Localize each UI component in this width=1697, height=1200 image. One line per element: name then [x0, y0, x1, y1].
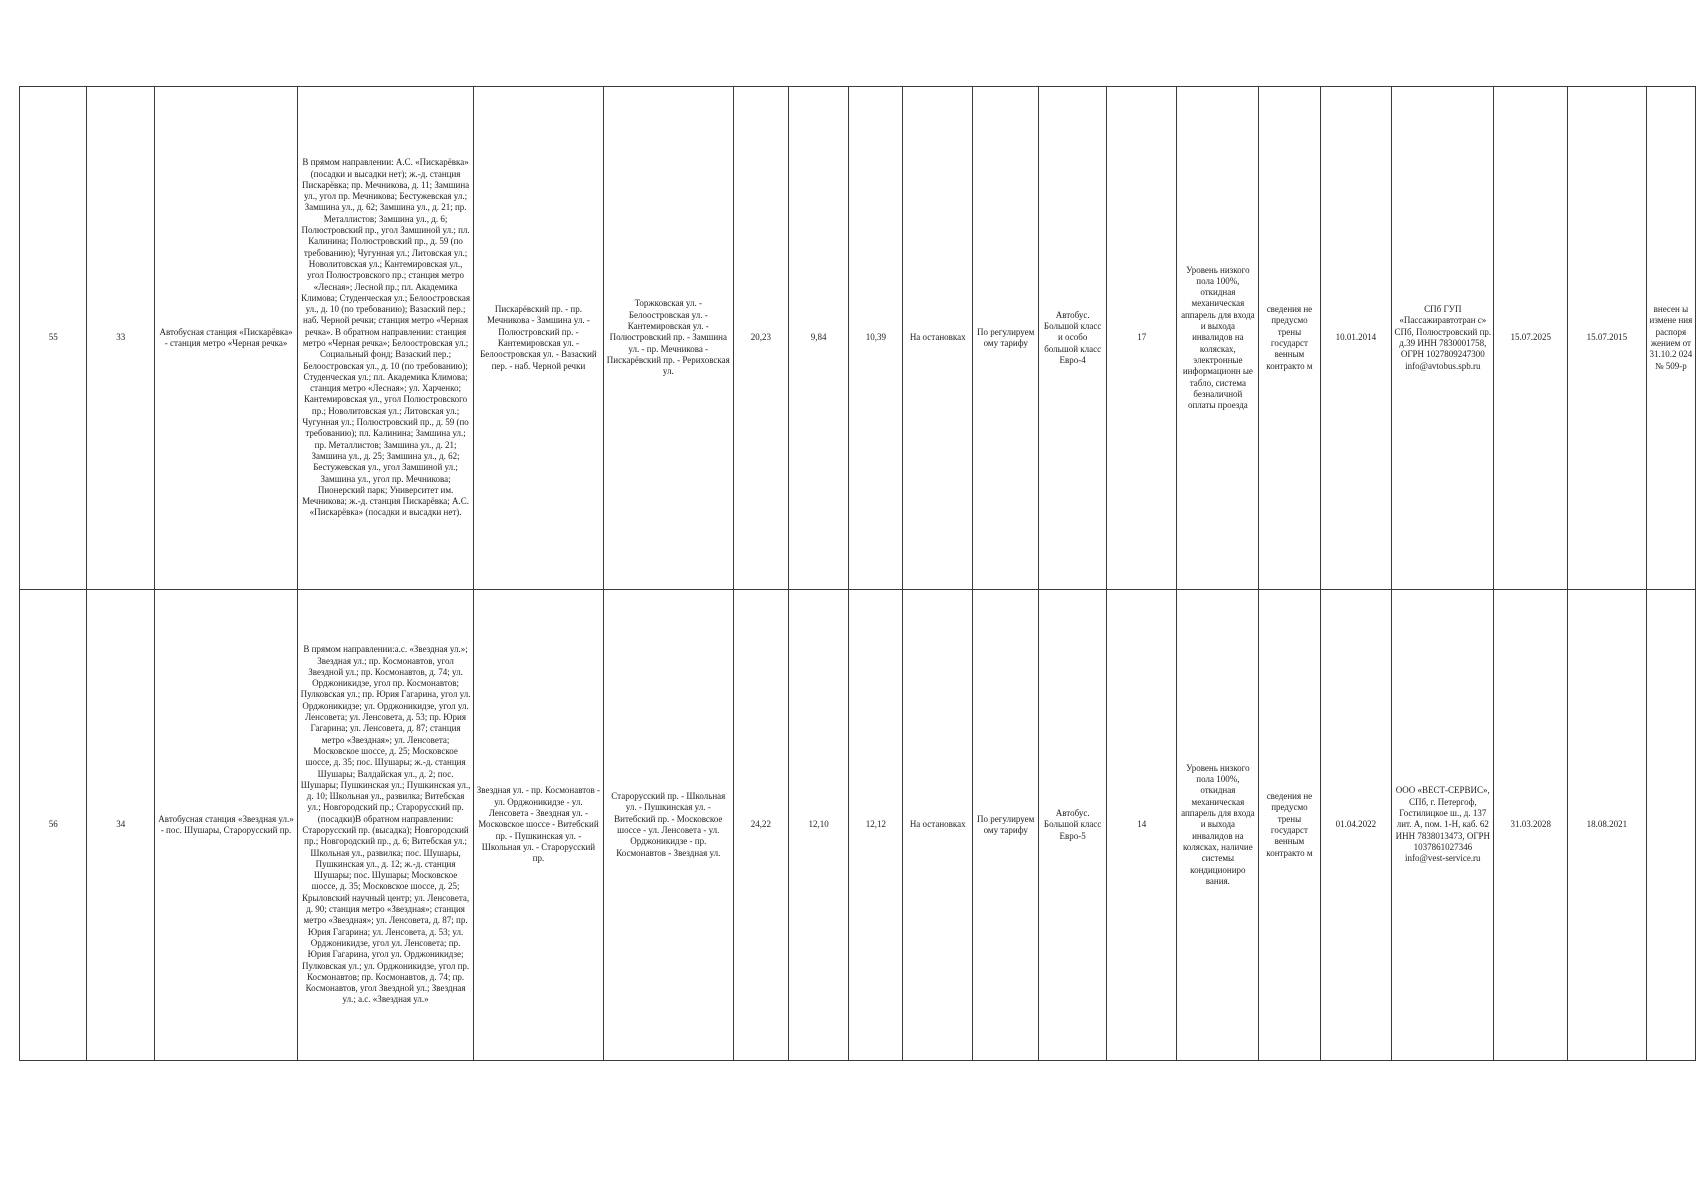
- end-date: 15.07.2025: [1494, 87, 1568, 590]
- route-name: Автобусная станция «Звездная ул.» - пос. Шушары, Старорусский пр.: [154, 590, 297, 1061]
- notes: внесен ы измене ния распоря жением от 31.10.2 024 № 509-р: [1646, 87, 1695, 590]
- route-register-table: [19, 86, 1696, 1061]
- vehicle-class: Автобус. Большой класс Евро-5: [1039, 590, 1106, 1061]
- table-row: [20, 87, 1696, 590]
- vehicle-count: 14: [1106, 590, 1177, 1061]
- length-backward: 12,12: [849, 590, 903, 1061]
- streets-backward: Торжковская ул. - Белоостровская ул. - Кантемировская ул. - Полюстровский пр. - Замшина ул. - пр. Мечникова - Пискарёвский пр. - Рериховская ул.: [603, 87, 733, 590]
- end-date: 31.03.2028: [1494, 590, 1568, 1061]
- contract-info: сведения не предусмо трены государст венным контракто м: [1259, 590, 1320, 1061]
- stop-order: На остановках: [903, 87, 973, 590]
- length-forward: 9,84: [788, 87, 848, 590]
- carrier-info: ООО «ВЕСТ-СЕРВИС», СПб, г. Петергоф, Гостилицкое ш., д. 137 лит. А, пом. 1-Н, каб. 62 ИНН 7838013473, ОГРН 1037861027346 info@vest-service.ru: [1392, 590, 1494, 1061]
- row-number: 55: [20, 87, 87, 590]
- change-date: 18.08.2021: [1568, 590, 1647, 1061]
- streets-forward: Пискарёвский пр. - пр. Мечникова - Замшина ул. - Полюстровский пр. - Кантемировская ул. - Белоостровская ул. - Вазаский пер. - наб. Черной речки: [474, 87, 604, 590]
- vehicle-count: 17: [1106, 87, 1177, 590]
- length-total: 24,22: [733, 590, 788, 1061]
- vehicle-features: Уровень низкого пола 100%, откидная механическая аппарель для входа и выхода инвалидов на колясках, наличие системы кондициониро вания.: [1177, 590, 1259, 1061]
- route-stops-text: В прямом направлении: А.С. «Пискарёвка» (посадки и высадки нет); ж.-д. станция Пискарёвка; пр. Мечникова, д. 11; Замшина ул., угол пр. Мечникова; Бестужевская ул.; Замшина ул., д. 62; Замшина ул., д. 21; пр. Металлистов; Замшина ул., д. 6; Полюстровский пр., угол Замшиной ул.; пл. Калинина; Полюстровский пр., д. 59 (по требованию); Чугунная ул.; Литовская ул.; Новолитовская ул.; Кантемировская ул., угол Полюстровского пр.; станция метро «Лесная»; Лесной пр.; пл. Академика Климова; Студенческая ул.; Белоостровская ул., д. 10 (по требованию); Вазаский пер.; наб. Черной речки; станция метро «Черная речка». В обратном направлении: станция метро «Черная речка»; Белоостровская ул.; Социальный фонд; Вазаский пер.; Белоостровская ул., д. 10 (по требованию); Студенческая ул.; пл. Академика Климова; станция метро «Лесная»; ул. Харченко; Кантемировская ул., угол Полюстровского пр.; Новолитовская ул.; Литовская ул.; Чугунная ул.; Полюстровский пр., д. 59 (по требованию); пл. Калинина; Замшина ул.; пр. Металлистов; Замшина ул., д. 21; Замшина ул., д. 25; Замшина ул., д. 62; Бестужевская ул., угол Замшиной ул.; Замшина ул., угол пр. Мечникова; Пионерский парк; Университет им. Мечникова; ж.-д. станция Пискарёвка; А.С. «Пискарёвка» (посадки и высадки нет).: [301, 157, 470, 518]
- length-forward: 12,10: [788, 590, 848, 1061]
- notes: [1646, 590, 1695, 1061]
- contract-info: сведения не предусмо трены государст венным контракто м: [1259, 87, 1320, 590]
- change-date: 15.07.2015: [1568, 87, 1647, 590]
- carrier-info: СПб ГУП «Пассажиравтотран с» СПб, Полюстровский пр. д.39 ИНН 7830001758, ОГРН 1027809247300 info@avtobus.spb.ru: [1392, 87, 1494, 590]
- start-date: 01.04.2022: [1320, 590, 1392, 1061]
- route-stops: [298, 590, 474, 1061]
- stop-order: На остановках: [903, 590, 973, 1061]
- streets-forward: Звездная ул. - пр. Космонавтов - ул. Орджоникидзе - ул. Ленсовета - Звездная ул. - Московское шоссе - Витебский пр. - Пушкинская ул. - Школьная ул. - Старорусский пр.: [474, 590, 604, 1061]
- tariff-type: По регулируем ому тарифу: [972, 87, 1038, 590]
- table-row: [20, 590, 1696, 1061]
- tariff-type: По регулируем ому тарифу: [972, 590, 1038, 1061]
- start-date: 10.01.2014: [1320, 87, 1392, 590]
- route-number: 33: [87, 87, 154, 590]
- route-stops-text: В прямом направлении:а.с. «Звездная ул.»; Звездная ул.; пр. Космонавтов, угол Звездной ул.; пр. Космонавтов, д. 74; ул. Орджоникидзе, угол пр. Космонавтов; Пулковская ул.; пр. Юрия Гагарина, угол ул. Орджоникидзе; ул. Орджоникидзе, угол ул. Ленсовета; ул. Ленсовета, д. 53; пр. Юрия Гагарина; ул. Ленсовета, д. 87; станция метро «Звездная»; ул. Ленсовета; Московское шоссе, д. 25; Московское шоссе, д. 35; пос. Шушары; ж.-д. станция Шушары; Валдайская ул., д. 2; пос. Шушары; Пушкинская ул.; Пушкинская ул., д. 10; Школьная ул., развилка; Витебская ул.; Новгородский пр.; Старорусский пр. (посадки)В обратном направлении: Старорусский пр. (высадка); Новгородский пр.; Новгородский пр., д. 6; Витебская ул.; Школьная ул., развилка; пос. Шушары, Пушкинская ул., д. 12; ж.-д. станция Шушары; пос. Шушары; Московское шоссе, д. 35; Московское шоссе, д. 25; Крыловский научный центр; ул. Ленсовета, д. 90; станция метро «Звездная»; станция метро «Звездная»; ул. Ленсовета, д. 87; пр. Юрия Гагарина; ул. Ленсовета, д. 53; ул. Орджоникидзе, угол ул. Ленсовета; пр. Юрия Гагарина, угол ул. Орджоникидзе; Пулковская ул.; ул. Орджоникидзе, угол пр. Космонавтов; пр. Космонавтов, д. 74; пр. Космонавтов, угол Звездной ул.; Звездная ул.; а.с. «Звездная ул.»: [300, 644, 471, 1005]
- streets-backward: Старорусский пр. - Школьная ул. - Пушкинская ул. - Витебский пр. - Московское шоссе - ул. Ленсовета - ул. Орджоникидзе - пр. Космонавтов - Звездная ул.: [603, 590, 733, 1061]
- route-stops: [298, 87, 474, 590]
- length-backward: 10,39: [849, 87, 903, 590]
- route-name: Автобусная станция «Пискарёвка» - станция метро «Черная речка»: [154, 87, 297, 590]
- vehicle-class: Автобус. Большой класс и особо большой класс Евро-4: [1039, 87, 1106, 590]
- row-number: 56: [20, 590, 87, 1061]
- vehicle-features: Уровень низкого пола 100%, откидная механическая аппарель для входа и выхода инвалидов на колясках, электронные информационн ые табло, система безналичной оплаты проезда: [1177, 87, 1259, 590]
- length-total: 20,23: [733, 87, 788, 590]
- route-number: 34: [87, 590, 154, 1061]
